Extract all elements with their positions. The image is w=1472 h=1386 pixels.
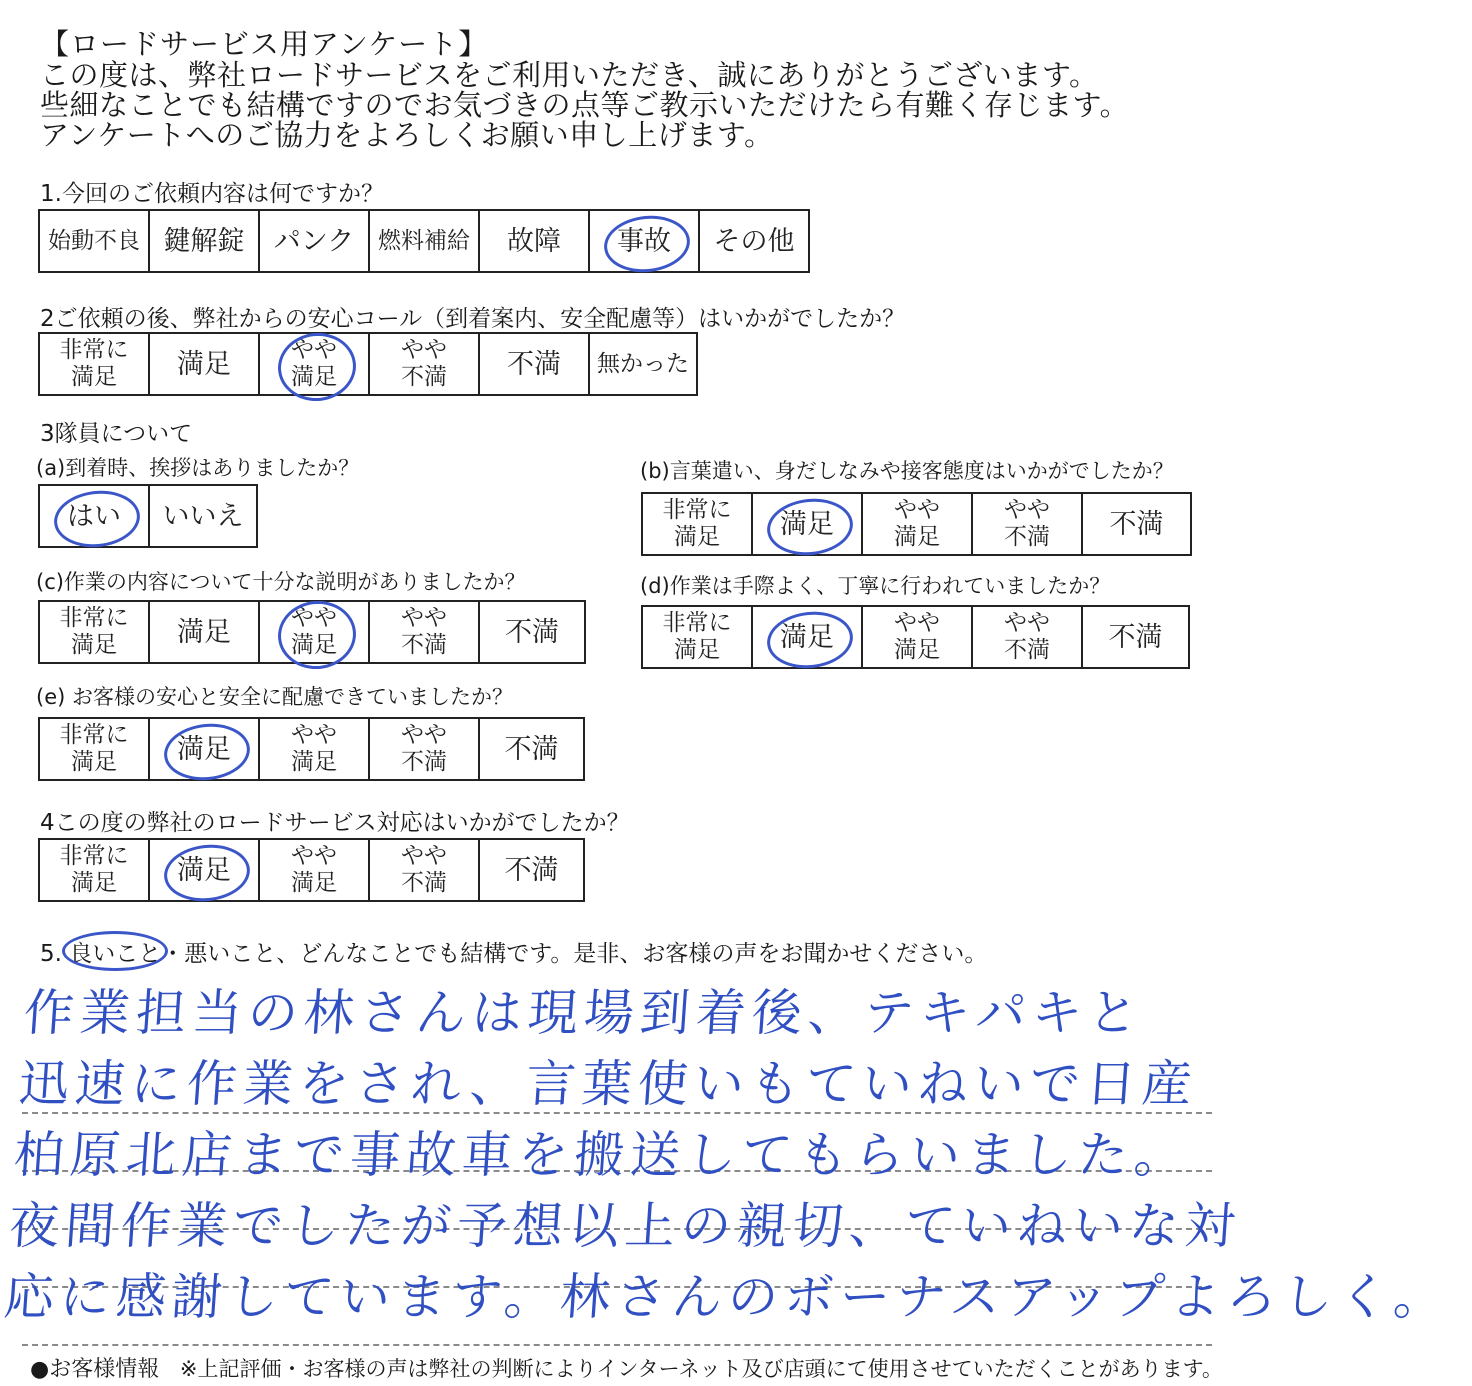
option-cell[interactable]: 事故 [590, 211, 700, 271]
intro-line: 些細なことでも結構ですのでお気づきの点等ご教示いただけたら有難く存じます。 [40, 88, 1130, 122]
q3e-label: (e) お客様の安心と安全に配慮できていましたか？ [36, 685, 513, 709]
option-cell[interactable]: 不満 [1109, 508, 1164, 540]
option-cell[interactable]: 満足 [150, 334, 260, 394]
option-cell[interactable]: やや 不満 [370, 840, 480, 900]
option-cell[interactable]: やや 満足 [260, 840, 370, 900]
option-cell[interactable]: 燃料補給 [370, 211, 480, 271]
option-cell[interactable]: やや 満足 [863, 607, 973, 667]
option-cell[interactable]: 始動不良 [40, 211, 150, 271]
option-cell[interactable]: やや 不満 [973, 494, 1083, 554]
option-cell[interactable]: 非常に 満足 [40, 719, 150, 779]
option-cell[interactable]: やや 不満 [973, 607, 1083, 667]
intro-line: アンケートへのご協力をよろしくお願い申し上げます。 [40, 118, 774, 152]
option-cell[interactable]: やや 不満 [370, 719, 480, 779]
q3a-label: (a)到着時、挨拶はありましたか？ [36, 456, 360, 480]
option-cell[interactable]: 非常に 満足 [40, 840, 150, 900]
option-cell[interactable]: 不満 [1108, 621, 1163, 653]
survey-title: 【ロードサービス用アンケート】 [40, 27, 489, 61]
option-cell[interactable]: パンク [260, 211, 370, 271]
q1-label: 1.今回のご依頼内容は何ですか？ [40, 181, 384, 207]
option-cell[interactable]: 満足 [150, 840, 260, 900]
answer-line: 応に感謝しています。林さんのボーナスアップよろしく。 [2, 1268, 1452, 1326]
option-cell[interactable]: 満足 [150, 602, 260, 662]
option-cell[interactable]: 非常に 満足 [643, 607, 753, 667]
q5-label: 5. 良いこと・悪いこと、どんなことでも結構です。是非、お客様の声をお聞かせください。 [40, 941, 988, 967]
option-cell[interactable]: やや 満足 [260, 334, 370, 394]
option-cell[interactable]: 不満 [504, 733, 559, 765]
q3d-options [641, 605, 1190, 669]
option-cell[interactable]: 鍵解錠 [150, 211, 260, 271]
answer-line: 柏原北店まで事故車を搬送してもらいました。 [12, 1126, 1193, 1184]
option-cell[interactable]: 不満 [505, 616, 559, 648]
handwritten-answer [2, 978, 1452, 1333]
q2-options [38, 332, 698, 396]
q5-good-circle [62, 931, 168, 971]
option-cell[interactable]: 満足 [753, 607, 863, 667]
option-cell[interactable]: 満足 [150, 719, 260, 779]
option-cell[interactable]: やや 満足 [260, 602, 370, 662]
option-cell[interactable]: 非常に 満足 [40, 602, 150, 662]
option-cell[interactable]: やや 不満 [370, 334, 480, 394]
option-cell[interactable]: 非常に 満足 [643, 494, 753, 554]
q3b-label: (b)言葉遣い、身だしなみや接客態度はいかがでしたか？ [640, 459, 1174, 483]
q4-options [38, 838, 585, 902]
q1-options [38, 209, 810, 273]
q3a-options [38, 484, 258, 548]
option-cell[interactable]: いいえ [162, 500, 244, 532]
option-cell[interactable]: 非常に 満足 [40, 334, 150, 394]
q3e-options [38, 717, 585, 781]
option-cell[interactable]: 不満 [504, 854, 559, 886]
q2-label: 2ご依頼の後、弊社からの安心コール（到着案内、安全配慮等）はいかがでしたか？ [40, 306, 906, 332]
answer-line: 夜間作業でしたが予想以上の親切、ていねいな対 [7, 1197, 1244, 1255]
q3c-label: (c)作業の内容について十分な説明がありましたか？ [36, 570, 526, 594]
usage-note: ※上記評価・お客様の声は弊社の判断によりインターネット及び店頭にて使用させていただくことがあります。 [179, 1357, 1223, 1381]
intro-text [40, 60, 1129, 150]
q4-label: 4この度の弊社のロードサービス対応はいかがでしたか？ [40, 810, 630, 836]
q3d-label: (d)作業は手際よく、丁寧に行われていましたか？ [640, 574, 1111, 598]
option-cell[interactable]: 故障 [480, 211, 590, 271]
option-cell[interactable]: やや 満足 [260, 719, 370, 779]
option-cell[interactable]: 無かった [597, 350, 689, 377]
customer-info-heading: ●お客様情報 [30, 1357, 160, 1382]
q3c-options [38, 600, 586, 664]
answer-line: 迅速に作業をされ、言葉使いもていねいで日産 [16, 1055, 1201, 1113]
option-cell[interactable]: やや 不満 [370, 602, 480, 662]
option-cell[interactable]: はい [40, 486, 150, 546]
q3-label: 3隊員について [40, 421, 193, 447]
answer-line: 作業担当の林さんは現場到着後、テキパキと [21, 984, 1146, 1042]
option-cell[interactable]: やや 満足 [863, 494, 973, 554]
intro-line: この度は、弊社ロードサービスをご利用いただき、誠にありがとうございます。 [40, 58, 1099, 92]
option-cell[interactable]: 不満 [480, 334, 590, 394]
q3b-options [641, 492, 1192, 556]
option-cell[interactable]: 満足 [753, 494, 863, 554]
option-cell[interactable]: その他 [713, 225, 795, 257]
footer [30, 1352, 1223, 1383]
